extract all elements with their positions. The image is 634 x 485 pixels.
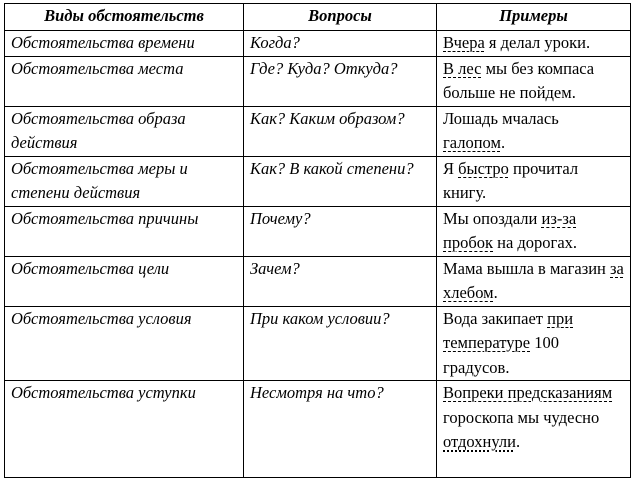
example-segment: прочитал книгу. [443,158,579,202]
kind-cell: Обстоятельства времени [5,31,244,57]
example-segment: отдохнули [443,432,516,451]
kind-cell: Обстоятельства места [5,56,244,106]
header-questions: Вопросы [244,4,437,31]
kind-cell: Обстоятельства условия [5,306,244,381]
question-cell: Как? В какой степени? [244,156,437,206]
example-segment: Лошадь мчалась [443,108,559,128]
kind-cell: Обстоятельства меры и степени действия [5,156,244,206]
table-row [5,156,631,206]
example-segment: за хлебом [443,258,624,302]
kind-cell: Обстоятельства причины [5,206,244,256]
table-row [5,106,631,156]
table-row [5,31,631,57]
example-segment: из-за пробок [443,208,577,252]
question-cell: Несмотря на что? [244,381,437,478]
header-examples: Примеры [437,4,631,31]
example-segment: В лес [443,58,482,78]
example-segment: . [493,283,498,302]
header-row [5,4,631,31]
example-cell [437,206,631,256]
example-segment: Вода закипает [443,308,548,328]
example-segment: . [515,432,521,451]
question-cell: Когда? [244,31,437,57]
example-segment: я делал уроки. [484,33,591,52]
adverbial-modifiers-table [4,3,631,478]
example-cell [437,156,631,206]
example-segment: гороскопа мы чудесно [443,407,600,427]
table-row [5,381,631,478]
example-cell [437,31,631,57]
example-segment: мы без компаса больше не пойдем. [443,58,595,102]
table-row [5,206,631,256]
example-segment: галопом [443,133,501,152]
example-cell [437,106,631,156]
example-segment: быстро [458,158,509,178]
question-cell: Как? Каким образом? [244,106,437,156]
example-segment: . [500,133,506,152]
kind-cell: Обстоятельства цели [5,256,244,306]
example-segment: 100 градусов. [443,333,559,377]
kind-cell: Обстоятельства образа действия [5,106,244,156]
example-cell [437,256,631,306]
example-segment: Я [443,158,459,178]
kind-cell: Обстоятельства уступки [5,381,244,478]
example-segment: на дорогах. [493,233,578,252]
example-segment: Мы опоздали [443,208,542,228]
example-cell [437,306,631,381]
example-cell [437,56,631,106]
header-kinds: Виды обстоятельств [5,4,244,31]
example-cell [437,381,631,478]
question-cell: Почему? [244,206,437,256]
table-row [5,306,631,381]
example-segment: Вопреки предсказаниям [443,383,613,402]
question-cell: Зачем? [244,256,437,306]
question-cell: При каком условии? [244,306,437,381]
table-row [5,256,631,306]
example-segment: при температуре [443,308,574,352]
example-segment: Вчера [443,33,485,52]
example-segment: Мама вышла в магазин [443,258,610,278]
table-row [5,56,631,106]
question-cell: Где? Куда? Откуда? [244,56,437,106]
